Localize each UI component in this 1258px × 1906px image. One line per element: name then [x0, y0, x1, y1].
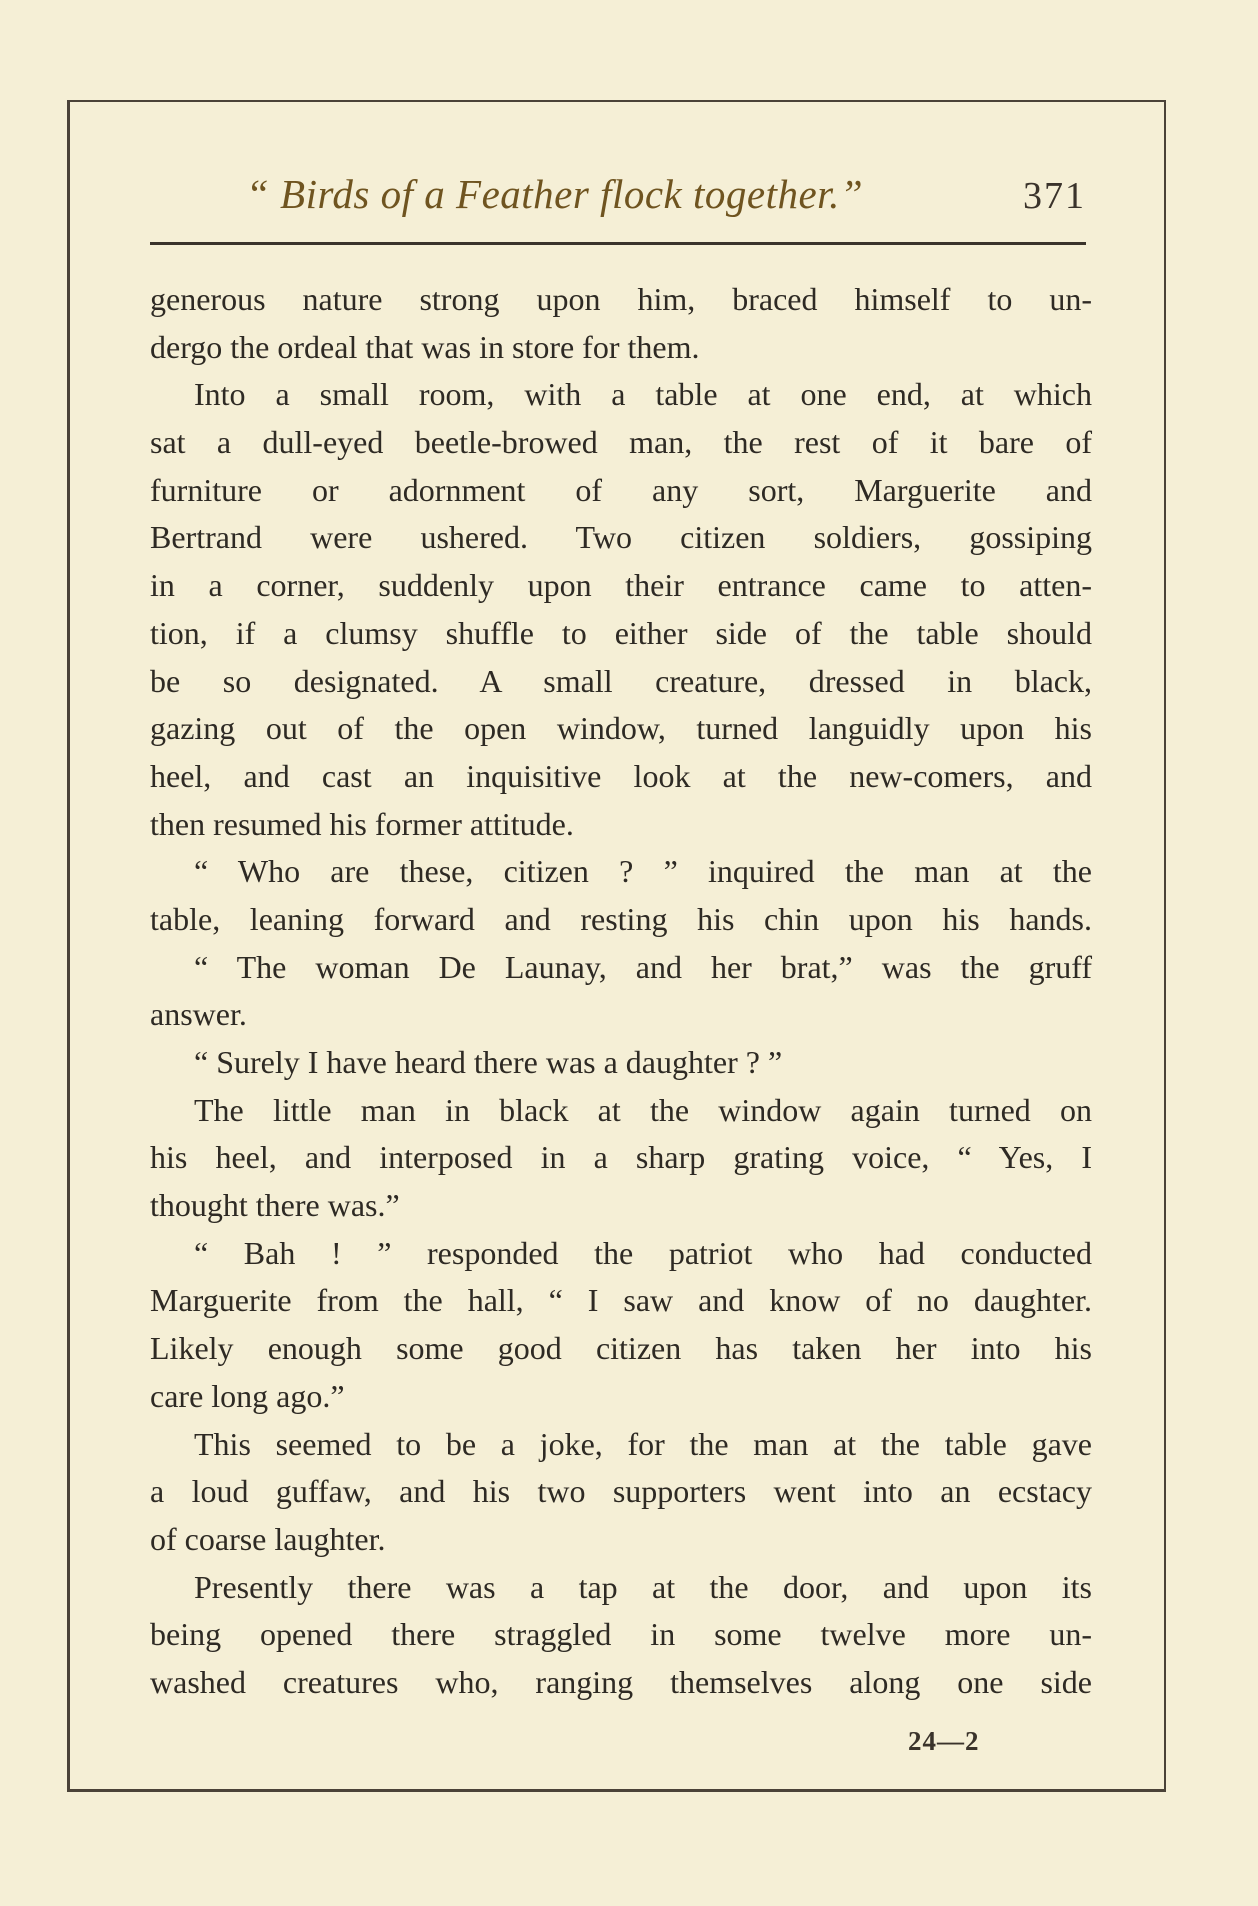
text-line: then resumed his former attitude. — [150, 805, 574, 842]
page-number: 371 — [1023, 175, 1086, 217]
signature-mark: 24—2 — [908, 1726, 980, 1756]
text-line: answer. — [150, 996, 247, 1033]
text-line: heel, and cast an inquisitive look at the new-comers, and — [150, 757, 1092, 794]
text-line: sat a dull-eyed beetle-browed man, the rest of it bare of — [150, 424, 1092, 461]
text-line: table, leaning forward and resting his chin upon his hands. — [150, 900, 1092, 937]
text-line: Into a small room, with a table at one end, at which — [194, 376, 1092, 413]
text-line: The little man in black at the window again turned on — [194, 1091, 1092, 1128]
running-head — [150, 160, 1086, 230]
text-line: care long ago.” — [150, 1377, 345, 1414]
text-line: a loud guffaw, and his two supporters went into an ecstacy — [150, 1473, 1092, 1510]
text-line: “ Bah ! ” responded the patriot who had conducted — [194, 1234, 1092, 1271]
running-title: “ Birds of a Feather flock together.” — [246, 171, 864, 217]
text-line: his heel, and interposed in a sharp grating voice, “ Yes, I — [150, 1139, 1092, 1176]
text-line: washed creatures who, ranging themselves along one side — [150, 1663, 1092, 1700]
text-line: thought there was.” — [150, 1187, 400, 1224]
text-line: tion, if a clumsy shuffle to either side of the table should — [150, 614, 1092, 651]
text-line: generous nature strong upon him, braced himself to un- — [150, 281, 1092, 317]
text-line: in a corner, suddenly upon their entrance came to atten- — [150, 567, 1092, 604]
text-line: This seemed to be a joke, for the man at the table gave — [194, 1425, 1092, 1462]
header-rule — [150, 242, 1086, 245]
text-line: gazing out of the open window, turned languidly upon his — [150, 710, 1092, 747]
text-line: being opened there straggled in some twelve more un- — [150, 1616, 1092, 1653]
text-line: Bertrand were ushered. Two citizen soldiers, gossiping — [150, 519, 1092, 556]
text-line: Likely enough some good citizen has taken her into his — [150, 1330, 1092, 1367]
text-line: “ Who are these, citizen ? ” inquired the man at the — [194, 853, 1092, 890]
body-text — [150, 276, 1092, 1707]
text-line: be so designated. A small creature, dressed in black, — [150, 662, 1092, 699]
text-line: Presently there was a tap at the door, and upon its — [194, 1568, 1092, 1605]
text-line: dergo the ordeal that was in store for them. — [150, 328, 700, 365]
text-line: Marguerite from the hall, “ I saw and know of no daughter. — [150, 1282, 1092, 1319]
text-line: furniture or adornment of any sort, Marguerite and — [150, 471, 1092, 508]
text-line: “ Surely I have heard there was a daughter ? ” — [194, 1044, 783, 1080]
text-line: of coarse laughter. — [150, 1520, 386, 1557]
text-line: “ The woman De Launay, and her brat,” was the gruff — [194, 948, 1092, 985]
